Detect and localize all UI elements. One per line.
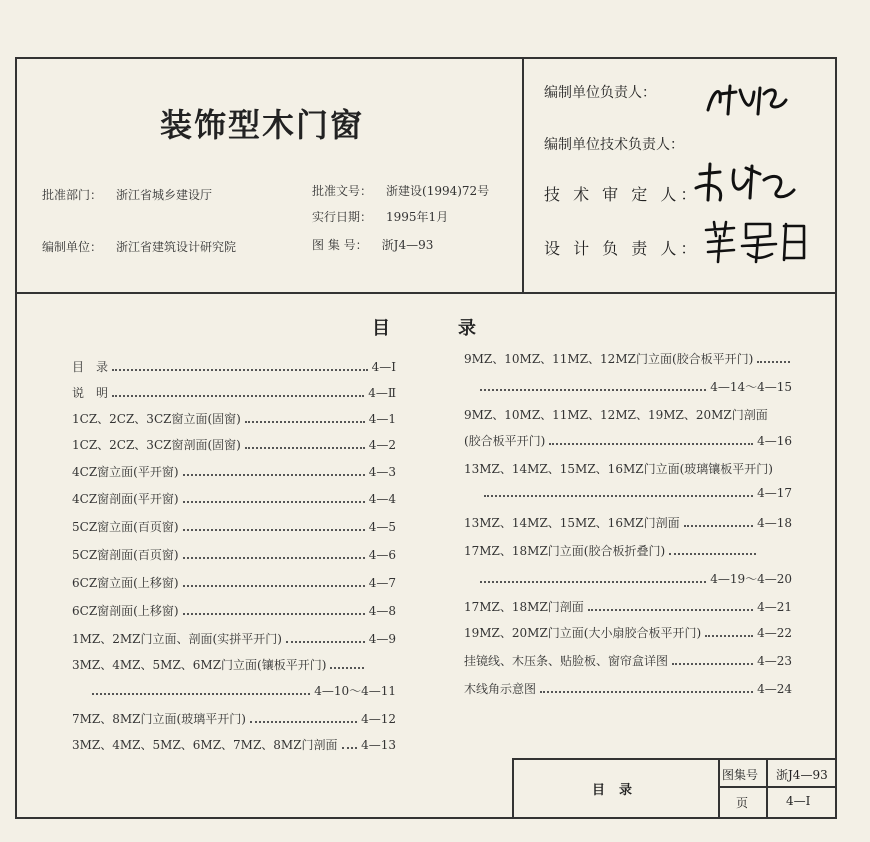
toc-item-title: 4CZ窗剖面(平开窗) — [72, 492, 179, 506]
toc-leader — [484, 487, 753, 497]
unit-head-signature — [700, 80, 800, 120]
toc-item[interactable] — [464, 350, 794, 367]
toc-leader — [480, 381, 706, 391]
toc-leader — [92, 685, 310, 695]
toc-item-title: 目 录 — [72, 360, 109, 374]
toc-item-page: 4—10～4—11 — [314, 684, 396, 698]
toc-item[interactable] — [464, 514, 792, 531]
toc-item-title: 1MZ、2MZ门立面、剖面(实拼平开门) — [72, 632, 282, 646]
toc-leader — [705, 627, 753, 637]
toc-item-title: 挂镜线、木压条、贴脸板、窗帘盒详图 — [464, 654, 669, 668]
toc-heading-right: 录 — [458, 318, 476, 339]
toc-item-continuation[interactable] — [480, 378, 792, 395]
toc-item[interactable] — [72, 630, 396, 647]
toc-item-title: 1CZ、2CZ、3CZ窗剖面(固窗) — [72, 438, 241, 452]
title-block-top-rule — [512, 758, 836, 760]
approval-doc-label: 批准文号： — [312, 184, 373, 198]
toc-item-page: 4—5 — [368, 520, 396, 534]
toc-item-title: 3MZ、4MZ、5MZ、6MZ门立面(镶板平开门) — [72, 658, 327, 672]
title-block-inner-rule — [766, 758, 768, 818]
toc-item-page: 4—2 — [368, 438, 396, 452]
toc-item-page: 4—4 — [368, 492, 396, 506]
toc-item-page: 4—8 — [368, 604, 396, 618]
unit-head-label: 编制单位负责人： — [544, 85, 656, 101]
toc-item[interactable] — [72, 358, 396, 375]
toc-item[interactable] — [464, 406, 768, 423]
impl-date — [312, 208, 448, 225]
toc-leader — [672, 655, 753, 665]
toc-item-title: 5CZ窗立面(百页窗) — [72, 520, 179, 534]
toc-item-page: 4—6 — [368, 548, 396, 562]
toc-item-page: 4—1 — [368, 412, 396, 426]
toc-item-page: 4—13 — [361, 738, 396, 752]
toc-leader — [112, 387, 364, 397]
toc-item-title: 17MZ、18MZ门剖面 — [464, 600, 584, 614]
toc-item-title: 5CZ窗剖面(百页窗) — [72, 548, 179, 562]
toc-item[interactable] — [464, 460, 773, 477]
toc-leader — [183, 549, 365, 559]
toc-item-title: 6CZ窗立面(上移窗) — [72, 576, 179, 590]
toc-item-title: 9MZ、10MZ、11MZ、12MZ门立面(胶合板平开门) — [464, 352, 754, 366]
title-block-mid-rule — [718, 758, 720, 818]
toc-item[interactable] — [72, 574, 396, 591]
toc-leader — [588, 601, 753, 611]
toc-item-page: 4—21 — [757, 600, 792, 614]
toc-item[interactable] — [464, 624, 792, 641]
impl-date-label: 实行日期： — [312, 210, 373, 224]
title-block-page-value: 4—Ⅰ — [786, 794, 811, 808]
approval-dept-label: 批准部门： — [42, 188, 103, 202]
title-block-name: 目录 — [592, 783, 647, 798]
toc-item-title: 3MZ、4MZ、5MZ、6MZ、7MZ、8MZ门剖面 — [72, 738, 338, 752]
toc-leader — [757, 353, 790, 363]
toc-leader — [183, 493, 365, 503]
toc-item[interactable] — [464, 652, 792, 669]
toc-item-title: 13MZ、14MZ、15MZ、16MZ门立面(玻璃镶板平开门) — [464, 462, 773, 476]
toc-item[interactable] — [72, 410, 396, 427]
toc-leader — [480, 573, 706, 583]
toc-item-page: 4—18 — [757, 516, 792, 530]
title-block-left-rule — [512, 758, 514, 818]
approval-dept-value: 浙江省城乡建设厅 — [116, 188, 213, 202]
atlas-no — [312, 236, 433, 253]
designer-label: 设 计 负 责 人： — [544, 239, 701, 258]
compiler-label: 编制单位： — [42, 240, 103, 254]
toc-item-page: 4—12 — [361, 712, 396, 726]
toc-item-page: 4—3 — [368, 465, 396, 479]
toc-item-title: 木线角示意图 — [464, 682, 537, 696]
toc-item-page: 4—24 — [757, 682, 792, 696]
toc-item-title: 6CZ窗剖面(上移窗) — [72, 604, 179, 618]
designer-signature — [700, 216, 810, 266]
toc-leader — [669, 545, 756, 555]
toc-item[interactable] — [72, 490, 396, 507]
toc-leader — [183, 577, 365, 587]
toc-item[interactable] — [72, 656, 368, 673]
toc-item[interactable] — [464, 432, 792, 449]
approval-doc-value: 浙建设(1994)72号 — [386, 184, 490, 198]
toc-item[interactable] — [72, 602, 396, 619]
toc-item[interactable] — [72, 546, 396, 563]
approval-doc — [312, 182, 489, 199]
toc-leader — [342, 739, 358, 749]
title-block-page-label: 页 — [736, 796, 749, 810]
toc-item-page: 4—23 — [757, 654, 792, 668]
toc-item[interactable] — [72, 518, 396, 535]
toc-item[interactable] — [72, 463, 396, 480]
toc-item-page: 4—19～4—20 — [710, 572, 792, 586]
toc-item-title: 说 明 — [72, 386, 109, 400]
reviewer-label: 技 术 审 定 人： — [544, 185, 701, 204]
toc-item[interactable] — [464, 542, 760, 559]
toc-leader — [250, 713, 357, 723]
toc-leader — [245, 413, 365, 423]
toc-leader — [286, 633, 365, 643]
toc-item-page: 4—17 — [757, 486, 792, 500]
header-vertical-rule — [522, 57, 524, 293]
toc-item-page: 4—14～4—15 — [710, 380, 792, 394]
toc-leader — [330, 659, 364, 669]
toc-item[interactable] — [464, 598, 792, 615]
toc-leader — [684, 517, 754, 527]
toc-item-title: 9MZ、10MZ、11MZ、12MZ、19MZ、20MZ门剖面 — [464, 408, 768, 422]
toc-item-page: 4—16 — [757, 434, 792, 448]
compiler — [42, 238, 236, 255]
tech-head-label: 编制单位技术负责人： — [544, 137, 684, 153]
title-block-atlas-label: 图集号 — [722, 768, 759, 782]
toc-leader — [183, 466, 365, 476]
toc-leader — [112, 361, 368, 371]
approval-dept — [42, 186, 212, 203]
header-bottom-rule — [15, 292, 837, 294]
atlas-no-value: 浙J4—93 — [381, 238, 434, 252]
toc-item[interactable] — [72, 384, 396, 401]
toc-leader — [183, 521, 365, 531]
compiler-value: 浙江省建筑设计研究院 — [116, 240, 237, 254]
reviewer-signature — [690, 160, 800, 206]
toc-item-page: 4—9 — [368, 632, 396, 646]
toc-item-title: 1CZ、2CZ、3CZ窗立面(固窗) — [72, 412, 241, 426]
document-title: 装饰型木门窗 — [160, 106, 365, 144]
toc-item-continuation[interactable] — [484, 486, 792, 500]
toc-item-continuation[interactable] — [480, 570, 792, 587]
toc-item[interactable] — [72, 710, 396, 727]
toc-item-page: 4—22 — [757, 626, 792, 640]
title-block-row-rule — [718, 786, 836, 788]
toc-item-title: 17MZ、18MZ门立面(胶合板折叠门) — [464, 544, 666, 558]
toc-item[interactable] — [72, 436, 396, 453]
impl-date-value: 1995年1月 — [386, 210, 449, 224]
toc-leader — [540, 683, 753, 693]
toc-heading-left: 目 — [372, 318, 390, 339]
toc-item-title: 4CZ窗立面(平开窗) — [72, 465, 179, 479]
toc-item-title: 19MZ、20MZ门立面(大小扇胶合板平开门) — [464, 626, 702, 640]
toc-item[interactable] — [464, 680, 792, 697]
toc-item-continuation[interactable] — [92, 682, 396, 699]
toc-leader — [549, 435, 753, 445]
toc-item[interactable] — [72, 736, 396, 753]
title-block-atlas-value: 浙J4—93 — [776, 768, 828, 782]
toc-item-title: 13MZ、14MZ、15MZ、16MZ门剖面 — [464, 516, 680, 530]
toc-item-page: 4—7 — [368, 576, 396, 590]
toc-item-page: 4—Ⅱ — [368, 386, 396, 400]
toc-item-title: 7MZ、8MZ门立面(玻璃平开门) — [72, 712, 246, 726]
toc-item-page: 4—Ⅰ — [371, 360, 396, 374]
toc-leader — [183, 605, 365, 615]
toc-item-title: (胶合板平开门) — [464, 434, 546, 448]
toc-leader — [245, 439, 365, 449]
atlas-no-label: 图 集 号： — [312, 238, 368, 252]
